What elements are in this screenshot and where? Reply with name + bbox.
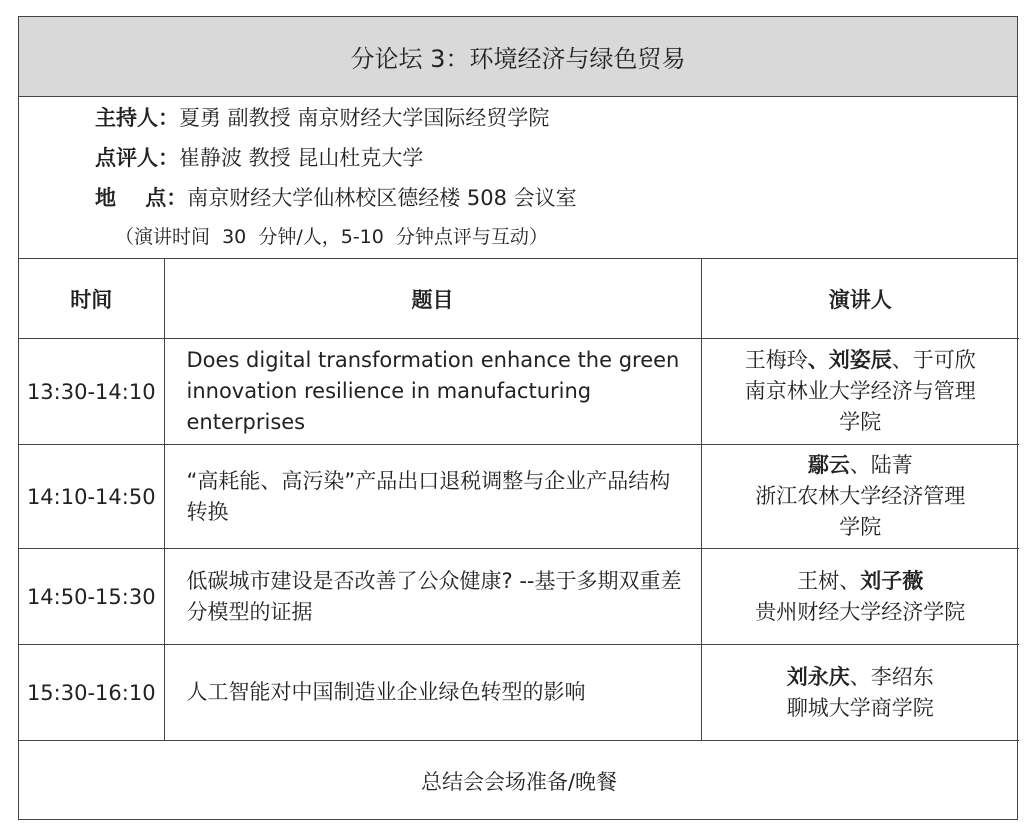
session-speakers [701, 549, 1019, 645]
header-time: 时间 [19, 259, 164, 339]
location-label: 地 点： [95, 186, 188, 210]
session-speakers [701, 445, 1019, 549]
reviewer-line [95, 145, 423, 171]
speaker-names [702, 566, 1020, 597]
speaker-sep: 、 [891, 348, 913, 372]
speaker-sep: 、 [849, 453, 871, 477]
time-note: （演讲时间 30 分钟/人，5-10 分钟点评与互动） [115, 226, 548, 248]
table-footer-row [19, 741, 1019, 821]
location-value: 南京财经大学仙林校区德经楼 508 会议室 [187, 186, 577, 210]
session-time: 14:10-14:50 [19, 445, 164, 549]
session-topic: 低碳城市建设是否改善了公众健康? --基于多期双重差分模型的证据 [164, 549, 701, 645]
header-speaker: 演讲人 [701, 259, 1019, 339]
session-topic: “高耗能、高污染”产品出口退税调整与企业产品结构转换 [164, 445, 701, 549]
table-row [19, 445, 1019, 549]
host-label: 主持人： [95, 106, 179, 130]
speaker-name-presenter: 刘姿辰 [828, 348, 892, 372]
reviewer-value: 崔静波 教授 昆山杜克大学 [179, 146, 424, 170]
closing-session: 总结会会场准备/晚餐 [19, 741, 1019, 821]
table-row [19, 339, 1019, 445]
host-value: 夏勇 副教授 南京财经大学国际经贸学院 [179, 106, 550, 130]
location-line [95, 185, 577, 211]
speaker-name: 李绍东 [870, 664, 934, 689]
speaker-affiliation: 南京林业大学经济与管理学院 [744, 379, 976, 434]
reviewer-label: 点评人： [95, 146, 179, 170]
speaker-name: 王树 [797, 568, 840, 593]
session-topic: Does digital transformation enhance the green innovation resilience in manufacturing enterprises [164, 339, 701, 445]
speaker-names [702, 345, 1020, 376]
speaker-names [702, 662, 1020, 693]
session-time: 14:50-15:30 [19, 549, 164, 645]
speaker-sep: 、 [849, 664, 871, 689]
forum-title: 分论坛 3：环境经济与绿色贸易 [19, 17, 1017, 97]
session-time: 15:30-16:10 [19, 645, 164, 741]
table-row [19, 549, 1019, 645]
header-topic: 题目 [164, 259, 701, 339]
info-block [19, 97, 1017, 259]
speaker-name-presenter: 鄢云 [807, 453, 850, 477]
host-line [95, 105, 549, 131]
speaker-affiliation: 贵州财经大学经济学院 [755, 599, 966, 624]
speaker-sep: 、 [807, 348, 829, 372]
schedule-sheet [18, 16, 1018, 820]
session-speakers [701, 339, 1019, 445]
speaker-name-presenter: 刘永庆 [786, 664, 850, 689]
schedule-table [19, 259, 1019, 820]
session-speakers [701, 645, 1019, 741]
speaker-affiliation: 浙江农林大学经济管理学院 [755, 484, 966, 539]
speaker-name: 于可欣 [912, 348, 976, 372]
speaker-name: 王梅玲 [744, 348, 808, 372]
speaker-names [702, 450, 1020, 481]
table-row [19, 645, 1019, 741]
session-time: 13:30-14:10 [19, 339, 164, 445]
speaker-affiliation: 聊城大学商学院 [786, 695, 934, 720]
table-header-row [19, 259, 1019, 339]
speaker-name: 陆菁 [870, 453, 913, 477]
session-topic: 人工智能对中国制造业企业绿色转型的影响 [164, 645, 701, 741]
speaker-name-presenter: 刘子薇 [860, 568, 924, 593]
speaker-sep: 、 [839, 568, 861, 593]
